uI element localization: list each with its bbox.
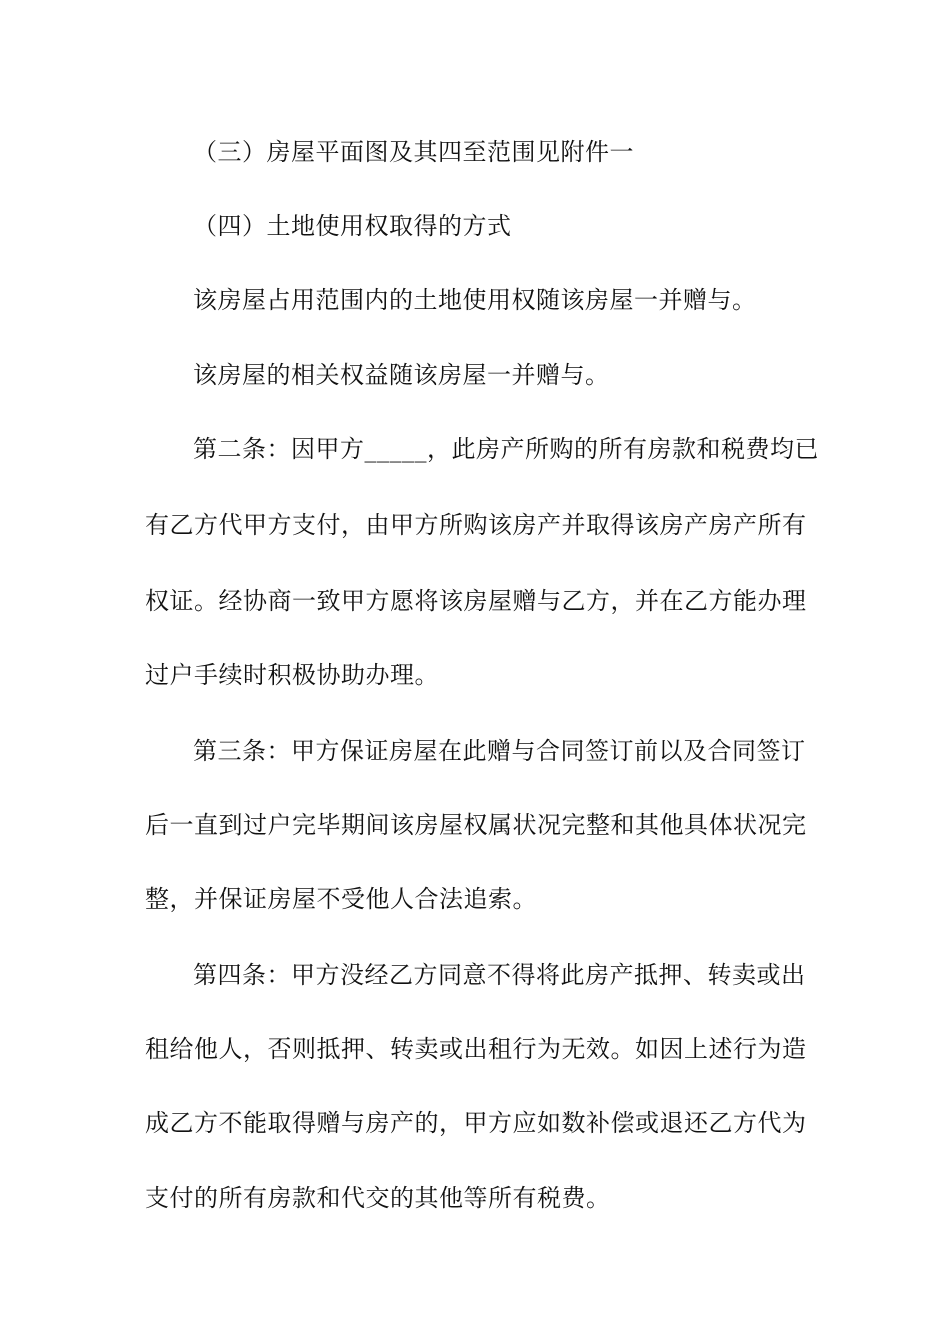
article-2-line-3: 权证。经协商一致甲方愿将该房屋赠与乙方，并在乙方能办理 bbox=[145, 587, 807, 615]
article-4-line-3: 成乙方不能取得赠与房产的，甲方应如数补偿或退还乙方代为 bbox=[145, 1109, 807, 1137]
item-4-land-use-right: （四）土地使用权取得的方式 bbox=[193, 212, 512, 240]
article-2-line-4: 过户手续时积极协助办理。 bbox=[145, 661, 439, 689]
article-3-line-1: 第三条：甲方保证房屋在此赠与合同签订前以及合同签订 bbox=[193, 737, 806, 765]
paragraph-related-rights: 该房屋的相关权益随该房屋一并赠与。 bbox=[193, 361, 610, 389]
article-3-line-3: 整，并保证房屋不受他人合法追索。 bbox=[145, 885, 537, 913]
article-2-line-2: 有乙方代甲方支付，由甲方所购该房产并取得该房产房产所有 bbox=[145, 511, 807, 539]
article-2-line-1: 第二条：因甲方_____，此房产所购的所有房款和税费均已 bbox=[193, 435, 819, 463]
paragraph-land-use-gift: 该房屋占用范围内的土地使用权随该房屋一并赠与。 bbox=[193, 286, 757, 314]
item-3-floor-plan: （三）房屋平面图及其四至范围见附件一 bbox=[193, 138, 634, 166]
article-4-line-2: 租给他人，否则抵押、转卖或出租行为无效。如因上述行为造 bbox=[145, 1035, 807, 1063]
article-3-line-2: 后一直到过户完毕期间该房屋权属状况完整和其他具体状况完 bbox=[145, 811, 807, 839]
article-4-line-4: 支付的所有房款和代交的其他等所有税费。 bbox=[145, 1184, 611, 1212]
article-4-line-1: 第四条：甲方没经乙方同意不得将此房产抵押、转卖或出 bbox=[193, 961, 806, 989]
